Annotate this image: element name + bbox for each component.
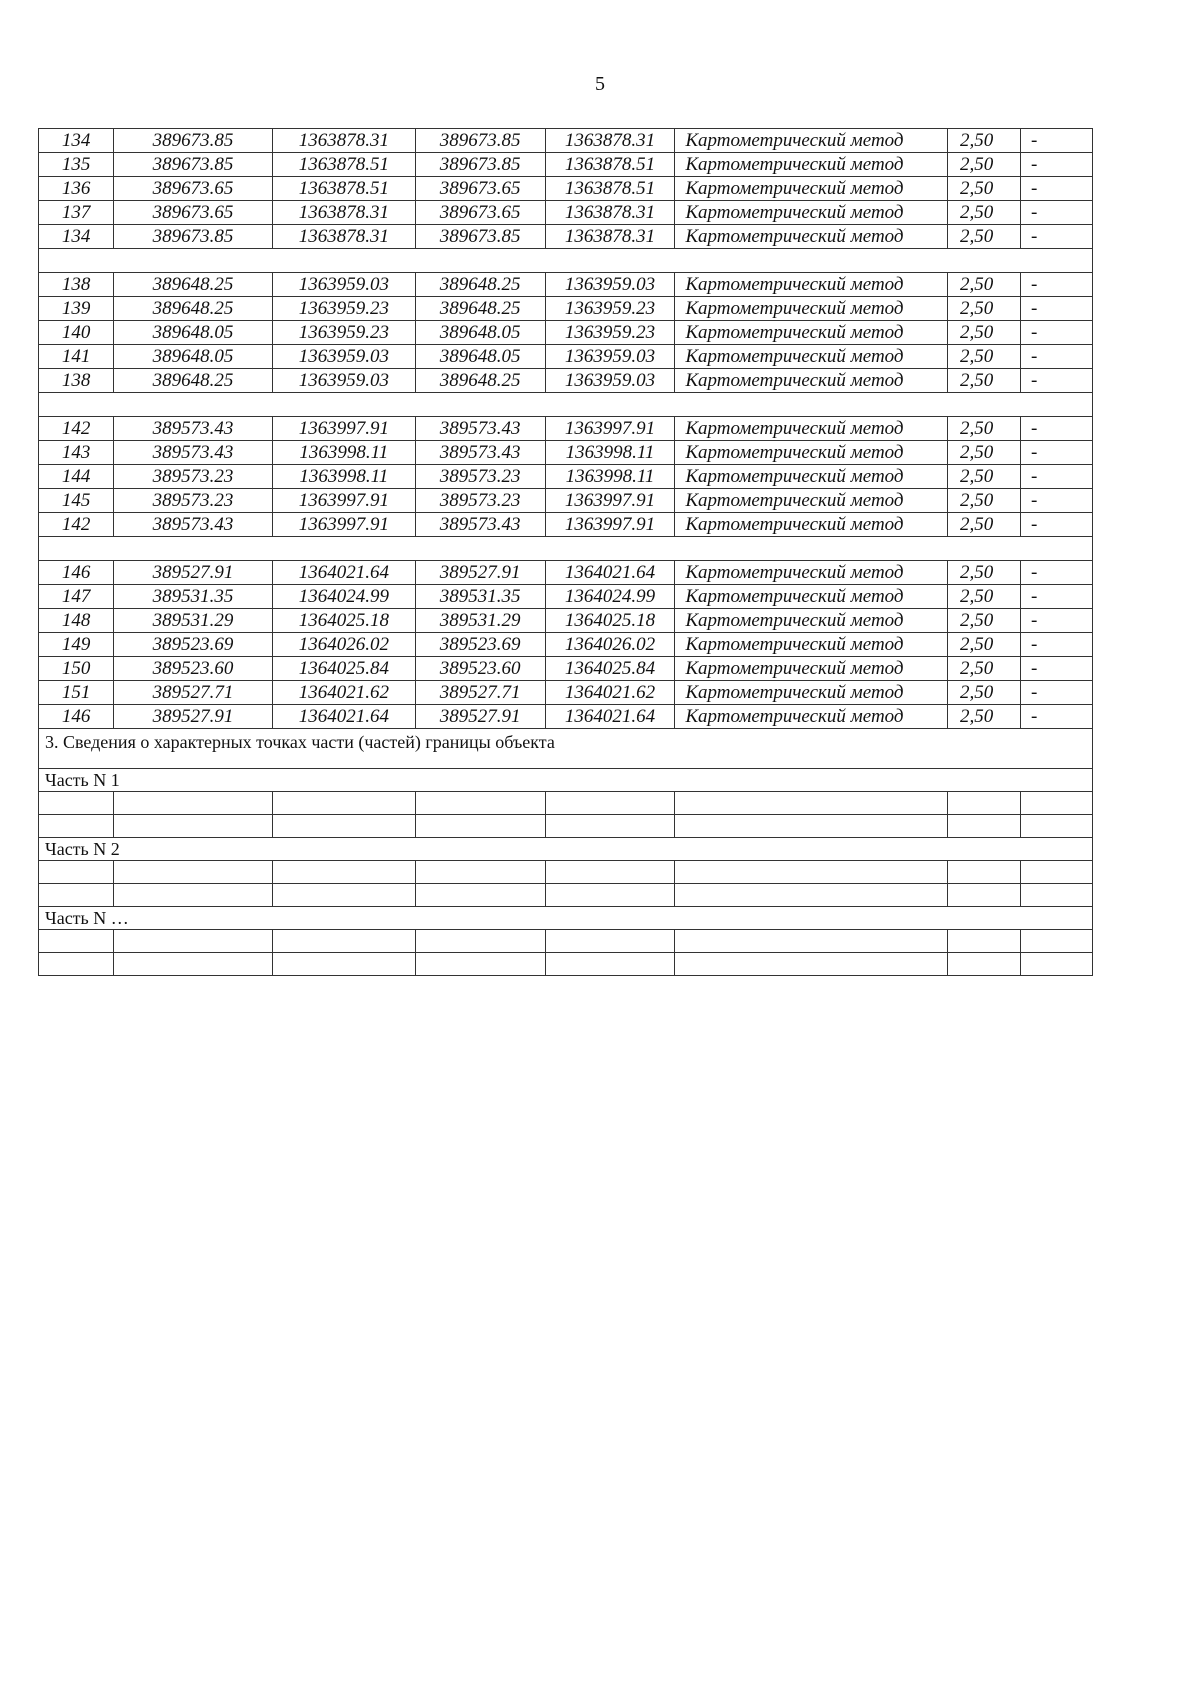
x-refined-cell: 389573.43 bbox=[415, 513, 545, 537]
empty-cell bbox=[948, 815, 1021, 838]
y-existing-cell: 1364021.62 bbox=[272, 681, 415, 705]
point-number-cell: 135 bbox=[39, 153, 114, 177]
empty-cell bbox=[1021, 815, 1093, 838]
y-existing-cell: 1364025.18 bbox=[272, 609, 415, 633]
x-existing-cell: 389648.25 bbox=[114, 297, 273, 321]
table-row bbox=[39, 369, 1093, 393]
x-existing-cell: 389673.85 bbox=[114, 153, 273, 177]
y-refined-cell: 1363878.31 bbox=[545, 201, 675, 225]
x-existing-cell: 389531.35 bbox=[114, 585, 273, 609]
accuracy-cell: 2,50 bbox=[948, 441, 1021, 465]
x-existing-cell: 389648.05 bbox=[114, 321, 273, 345]
x-refined-cell: 389648.25 bbox=[415, 369, 545, 393]
accuracy-cell: 2,50 bbox=[948, 129, 1021, 153]
accuracy-cell: 2,50 bbox=[948, 609, 1021, 633]
empty-cell bbox=[114, 884, 273, 907]
x-existing-cell: 389573.23 bbox=[114, 465, 273, 489]
x-refined-cell: 389648.05 bbox=[415, 345, 545, 369]
point-number-cell: 136 bbox=[39, 177, 114, 201]
empty-cell bbox=[39, 815, 114, 838]
empty-cell bbox=[675, 861, 948, 884]
point-number-cell: 142 bbox=[39, 417, 114, 441]
note-cell: - bbox=[1021, 321, 1093, 345]
table-row bbox=[39, 321, 1093, 345]
method-cell: Картометрический метод bbox=[675, 321, 948, 345]
table-row bbox=[39, 129, 1093, 153]
empty-cell bbox=[675, 884, 948, 907]
point-number-cell: 139 bbox=[39, 297, 114, 321]
empty-row bbox=[39, 792, 1093, 815]
y-existing-cell: 1363959.23 bbox=[272, 321, 415, 345]
accuracy-cell: 2,50 bbox=[948, 657, 1021, 681]
x-existing-cell: 389673.65 bbox=[114, 201, 273, 225]
point-number-cell: 134 bbox=[39, 225, 114, 249]
point-number-cell: 147 bbox=[39, 585, 114, 609]
empty-cell bbox=[272, 792, 415, 815]
y-existing-cell: 1363878.51 bbox=[272, 153, 415, 177]
note-cell: - bbox=[1021, 561, 1093, 585]
x-existing-cell: 389673.65 bbox=[114, 177, 273, 201]
method-cell: Картометрический метод bbox=[675, 177, 948, 201]
note-cell: - bbox=[1021, 129, 1093, 153]
x-refined-cell: 389648.25 bbox=[415, 273, 545, 297]
x-refined-cell: 389523.69 bbox=[415, 633, 545, 657]
note-cell: - bbox=[1021, 441, 1093, 465]
table-row bbox=[39, 177, 1093, 201]
table-row bbox=[39, 489, 1093, 513]
separator-cell bbox=[39, 393, 1093, 417]
empty-row bbox=[39, 861, 1093, 884]
accuracy-cell: 2,50 bbox=[948, 225, 1021, 249]
table-row bbox=[39, 153, 1093, 177]
x-refined-cell: 389648.05 bbox=[415, 321, 545, 345]
accuracy-cell: 2,50 bbox=[948, 297, 1021, 321]
part-label: Часть N 2 bbox=[39, 838, 1093, 861]
empty-cell bbox=[545, 884, 675, 907]
x-existing-cell: 389523.69 bbox=[114, 633, 273, 657]
y-refined-cell: 1364021.64 bbox=[545, 561, 675, 585]
empty-cell bbox=[545, 815, 675, 838]
y-refined-cell: 1363878.51 bbox=[545, 177, 675, 201]
empty-cell bbox=[1021, 884, 1093, 907]
note-cell: - bbox=[1021, 369, 1093, 393]
y-refined-cell: 1364021.64 bbox=[545, 705, 675, 729]
table-row bbox=[39, 705, 1093, 729]
accuracy-cell: 2,50 bbox=[948, 633, 1021, 657]
empty-cell bbox=[415, 861, 545, 884]
point-number-cell: 138 bbox=[39, 273, 114, 297]
y-refined-cell: 1363959.03 bbox=[545, 369, 675, 393]
point-number-cell: 150 bbox=[39, 657, 114, 681]
note-cell: - bbox=[1021, 417, 1093, 441]
x-existing-cell: 389527.71 bbox=[114, 681, 273, 705]
method-cell: Картометрический метод bbox=[675, 441, 948, 465]
x-refined-cell: 389673.85 bbox=[415, 225, 545, 249]
method-cell: Картометрический метод bbox=[675, 297, 948, 321]
y-existing-cell: 1363997.91 bbox=[272, 513, 415, 537]
method-cell: Картометрический метод bbox=[675, 225, 948, 249]
y-refined-cell: 1363878.31 bbox=[545, 225, 675, 249]
y-existing-cell: 1363998.11 bbox=[272, 441, 415, 465]
empty-cell bbox=[948, 884, 1021, 907]
empty-cell bbox=[545, 953, 675, 976]
table-row bbox=[39, 657, 1093, 681]
point-number-cell: 137 bbox=[39, 201, 114, 225]
empty-cell bbox=[415, 953, 545, 976]
method-cell: Картометрический метод bbox=[675, 273, 948, 297]
method-cell: Картометрический метод bbox=[675, 657, 948, 681]
method-cell: Картометрический метод bbox=[675, 129, 948, 153]
y-existing-cell: 1363878.31 bbox=[272, 201, 415, 225]
accuracy-cell: 2,50 bbox=[948, 561, 1021, 585]
note-cell: - bbox=[1021, 345, 1093, 369]
y-refined-cell: 1364024.99 bbox=[545, 585, 675, 609]
x-existing-cell: 389531.29 bbox=[114, 609, 273, 633]
empty-cell bbox=[675, 815, 948, 838]
y-existing-cell: 1363878.31 bbox=[272, 225, 415, 249]
accuracy-cell: 2,50 bbox=[948, 345, 1021, 369]
empty-cell bbox=[39, 861, 114, 884]
empty-cell bbox=[114, 815, 273, 838]
section-3-heading-row bbox=[39, 729, 1093, 769]
table-body bbox=[39, 129, 1093, 976]
point-number-cell: 142 bbox=[39, 513, 114, 537]
y-refined-cell: 1363998.11 bbox=[545, 465, 675, 489]
empty-row bbox=[39, 884, 1093, 907]
separator-cell bbox=[39, 249, 1093, 273]
table-row bbox=[39, 513, 1093, 537]
table-row bbox=[39, 201, 1093, 225]
empty-cell bbox=[39, 792, 114, 815]
method-cell: Картометрический метод bbox=[675, 465, 948, 489]
y-existing-cell: 1364024.99 bbox=[272, 585, 415, 609]
method-cell: Картометрический метод bbox=[675, 681, 948, 705]
empty-cell bbox=[415, 930, 545, 953]
separator-row bbox=[39, 249, 1093, 273]
x-existing-cell: 389527.91 bbox=[114, 561, 273, 585]
y-existing-cell: 1363997.91 bbox=[272, 489, 415, 513]
empty-cell bbox=[39, 930, 114, 953]
method-cell: Картометрический метод bbox=[675, 153, 948, 177]
empty-cell bbox=[415, 815, 545, 838]
x-refined-cell: 389573.43 bbox=[415, 417, 545, 441]
y-refined-cell: 1363959.03 bbox=[545, 273, 675, 297]
y-refined-cell: 1364025.18 bbox=[545, 609, 675, 633]
point-number-cell: 149 bbox=[39, 633, 114, 657]
empty-cell bbox=[1021, 953, 1093, 976]
point-number-cell: 146 bbox=[39, 561, 114, 585]
x-refined-cell: 389673.65 bbox=[415, 177, 545, 201]
note-cell: - bbox=[1021, 633, 1093, 657]
accuracy-cell: 2,50 bbox=[948, 465, 1021, 489]
part-label: Часть N 1 bbox=[39, 769, 1093, 792]
empty-cell bbox=[272, 953, 415, 976]
accuracy-cell: 2,50 bbox=[948, 705, 1021, 729]
empty-cell bbox=[675, 792, 948, 815]
empty-cell bbox=[948, 930, 1021, 953]
table-row bbox=[39, 609, 1093, 633]
empty-cell bbox=[1021, 792, 1093, 815]
accuracy-cell: 2,50 bbox=[948, 585, 1021, 609]
x-existing-cell: 389573.43 bbox=[114, 513, 273, 537]
x-existing-cell: 389573.23 bbox=[114, 489, 273, 513]
y-existing-cell: 1363959.03 bbox=[272, 273, 415, 297]
y-refined-cell: 1363998.11 bbox=[545, 441, 675, 465]
x-refined-cell: 389527.71 bbox=[415, 681, 545, 705]
empty-cell bbox=[545, 930, 675, 953]
accuracy-cell: 2,50 bbox=[948, 321, 1021, 345]
empty-cell bbox=[545, 861, 675, 884]
table-row bbox=[39, 441, 1093, 465]
note-cell: - bbox=[1021, 513, 1093, 537]
x-refined-cell: 389673.65 bbox=[415, 201, 545, 225]
table-row bbox=[39, 345, 1093, 369]
point-number-cell: 146 bbox=[39, 705, 114, 729]
y-existing-cell: 1363959.03 bbox=[272, 369, 415, 393]
empty-cell bbox=[675, 930, 948, 953]
y-refined-cell: 1364021.62 bbox=[545, 681, 675, 705]
note-cell: - bbox=[1021, 465, 1093, 489]
empty-cell bbox=[948, 953, 1021, 976]
y-refined-cell: 1363878.51 bbox=[545, 153, 675, 177]
empty-cell bbox=[114, 930, 273, 953]
method-cell: Картометрический метод bbox=[675, 489, 948, 513]
x-existing-cell: 389573.43 bbox=[114, 417, 273, 441]
point-number-cell: 148 bbox=[39, 609, 114, 633]
note-cell: - bbox=[1021, 657, 1093, 681]
y-refined-cell: 1364026.02 bbox=[545, 633, 675, 657]
x-existing-cell: 389648.25 bbox=[114, 273, 273, 297]
table-row bbox=[39, 633, 1093, 657]
x-existing-cell: 389648.05 bbox=[114, 345, 273, 369]
part-heading-row bbox=[39, 907, 1093, 930]
note-cell: - bbox=[1021, 489, 1093, 513]
y-refined-cell: 1363997.91 bbox=[545, 417, 675, 441]
accuracy-cell: 2,50 bbox=[948, 153, 1021, 177]
y-refined-cell: 1363997.91 bbox=[545, 513, 675, 537]
empty-row bbox=[39, 953, 1093, 976]
empty-cell bbox=[114, 792, 273, 815]
empty-cell bbox=[545, 792, 675, 815]
point-number-cell: 151 bbox=[39, 681, 114, 705]
empty-cell bbox=[272, 861, 415, 884]
method-cell: Картометрический метод bbox=[675, 609, 948, 633]
y-existing-cell: 1364021.64 bbox=[272, 561, 415, 585]
empty-cell bbox=[272, 884, 415, 907]
note-cell: - bbox=[1021, 681, 1093, 705]
method-cell: Картометрический метод bbox=[675, 561, 948, 585]
x-refined-cell: 389673.85 bbox=[415, 129, 545, 153]
x-refined-cell: 389648.25 bbox=[415, 297, 545, 321]
y-refined-cell: 1363959.23 bbox=[545, 321, 675, 345]
method-cell: Картометрический метод bbox=[675, 201, 948, 225]
y-existing-cell: 1364026.02 bbox=[272, 633, 415, 657]
point-number-cell: 141 bbox=[39, 345, 114, 369]
part-heading-row bbox=[39, 769, 1093, 792]
empty-cell bbox=[948, 792, 1021, 815]
method-cell: Картометрический метод bbox=[675, 345, 948, 369]
method-cell: Картометрический метод bbox=[675, 705, 948, 729]
table-row bbox=[39, 465, 1093, 489]
accuracy-cell: 2,50 bbox=[948, 177, 1021, 201]
y-existing-cell: 1363878.31 bbox=[272, 129, 415, 153]
accuracy-cell: 2,50 bbox=[948, 417, 1021, 441]
part-heading-row bbox=[39, 838, 1093, 861]
empty-cell bbox=[39, 953, 114, 976]
section-3-title: 3. Сведения о характерных точках части (частей) границы объекта bbox=[39, 729, 1093, 769]
x-refined-cell: 389573.23 bbox=[415, 489, 545, 513]
accuracy-cell: 2,50 bbox=[948, 369, 1021, 393]
x-refined-cell: 389531.35 bbox=[415, 585, 545, 609]
separator-cell bbox=[39, 537, 1093, 561]
table-row bbox=[39, 225, 1093, 249]
empty-row bbox=[39, 930, 1093, 953]
x-existing-cell: 389527.91 bbox=[114, 705, 273, 729]
y-existing-cell: 1364021.64 bbox=[272, 705, 415, 729]
note-cell: - bbox=[1021, 609, 1093, 633]
note-cell: - bbox=[1021, 225, 1093, 249]
y-refined-cell: 1363997.91 bbox=[545, 489, 675, 513]
x-existing-cell: 389673.85 bbox=[114, 225, 273, 249]
note-cell: - bbox=[1021, 705, 1093, 729]
point-number-cell: 144 bbox=[39, 465, 114, 489]
point-number-cell: 143 bbox=[39, 441, 114, 465]
note-cell: - bbox=[1021, 201, 1093, 225]
x-existing-cell: 389673.85 bbox=[114, 129, 273, 153]
y-existing-cell: 1364025.84 bbox=[272, 657, 415, 681]
method-cell: Картометрический метод bbox=[675, 369, 948, 393]
accuracy-cell: 2,50 bbox=[948, 489, 1021, 513]
empty-cell bbox=[114, 861, 273, 884]
x-refined-cell: 389673.85 bbox=[415, 153, 545, 177]
y-existing-cell: 1363878.51 bbox=[272, 177, 415, 201]
note-cell: - bbox=[1021, 585, 1093, 609]
note-cell: - bbox=[1021, 297, 1093, 321]
x-refined-cell: 389531.29 bbox=[415, 609, 545, 633]
table-row bbox=[39, 585, 1093, 609]
empty-cell bbox=[1021, 930, 1093, 953]
x-refined-cell: 389523.60 bbox=[415, 657, 545, 681]
method-cell: Картометрический метод bbox=[675, 585, 948, 609]
table-row bbox=[39, 297, 1093, 321]
table-row bbox=[39, 273, 1093, 297]
accuracy-cell: 2,50 bbox=[948, 201, 1021, 225]
note-cell: - bbox=[1021, 273, 1093, 297]
page-number: 5 bbox=[595, 73, 605, 95]
accuracy-cell: 2,50 bbox=[948, 681, 1021, 705]
empty-cell bbox=[1021, 861, 1093, 884]
table-row bbox=[39, 417, 1093, 441]
y-existing-cell: 1363959.03 bbox=[272, 345, 415, 369]
part-label: Часть N … bbox=[39, 907, 1093, 930]
point-number-cell: 134 bbox=[39, 129, 114, 153]
separator-row bbox=[39, 393, 1093, 417]
method-cell: Картометрический метод bbox=[675, 417, 948, 441]
empty-cell bbox=[415, 884, 545, 907]
empty-cell bbox=[675, 953, 948, 976]
empty-cell bbox=[948, 861, 1021, 884]
method-cell: Картометрический метод bbox=[675, 633, 948, 657]
x-existing-cell: 389523.60 bbox=[114, 657, 273, 681]
x-existing-cell: 389573.43 bbox=[114, 441, 273, 465]
y-refined-cell: 1363878.31 bbox=[545, 129, 675, 153]
note-cell: - bbox=[1021, 177, 1093, 201]
x-refined-cell: 389573.43 bbox=[415, 441, 545, 465]
empty-cell bbox=[415, 792, 545, 815]
x-refined-cell: 389527.91 bbox=[415, 561, 545, 585]
y-existing-cell: 1363997.91 bbox=[272, 417, 415, 441]
table-row bbox=[39, 681, 1093, 705]
note-cell: - bbox=[1021, 153, 1093, 177]
y-refined-cell: 1363959.03 bbox=[545, 345, 675, 369]
point-number-cell: 145 bbox=[39, 489, 114, 513]
x-refined-cell: 389573.23 bbox=[415, 465, 545, 489]
table-row bbox=[39, 561, 1093, 585]
accuracy-cell: 2,50 bbox=[948, 513, 1021, 537]
coordinates-table bbox=[38, 128, 1093, 976]
empty-row bbox=[39, 815, 1093, 838]
empty-cell bbox=[272, 815, 415, 838]
point-number-cell: 138 bbox=[39, 369, 114, 393]
y-refined-cell: 1363959.23 bbox=[545, 297, 675, 321]
x-refined-cell: 389527.91 bbox=[415, 705, 545, 729]
y-existing-cell: 1363959.23 bbox=[272, 297, 415, 321]
accuracy-cell: 2,50 bbox=[948, 273, 1021, 297]
y-refined-cell: 1364025.84 bbox=[545, 657, 675, 681]
method-cell: Картометрический метод bbox=[675, 513, 948, 537]
empty-cell bbox=[114, 953, 273, 976]
x-existing-cell: 389648.25 bbox=[114, 369, 273, 393]
separator-row bbox=[39, 537, 1093, 561]
y-existing-cell: 1363998.11 bbox=[272, 465, 415, 489]
point-number-cell: 140 bbox=[39, 321, 114, 345]
empty-cell bbox=[39, 884, 114, 907]
empty-cell bbox=[272, 930, 415, 953]
